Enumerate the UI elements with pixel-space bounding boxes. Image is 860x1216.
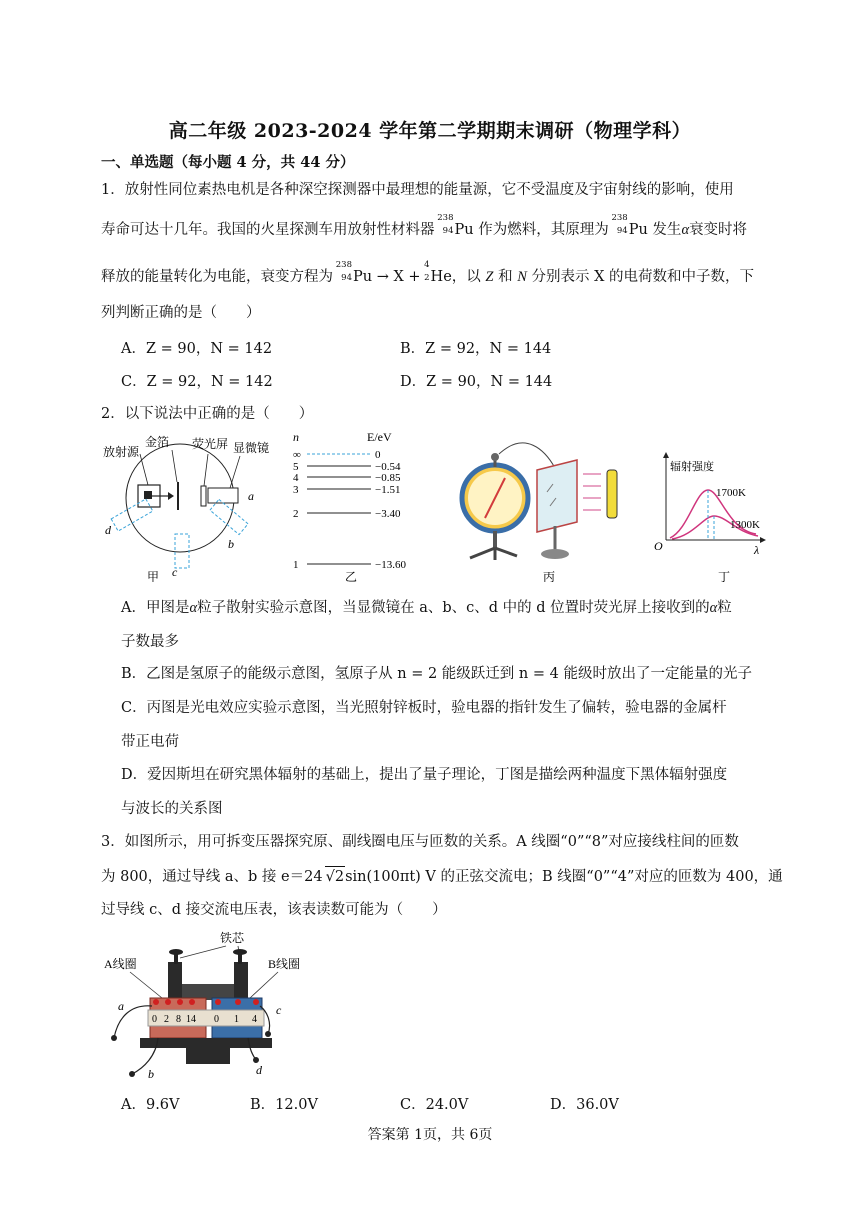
- figure-jia-scattering: [100, 430, 280, 582]
- q1-option-d[interactable]: D．Z = 90，N = 144: [400, 374, 553, 390]
- energy-level-value: −13.60: [375, 559, 406, 571]
- pu-isotope: 238 94: [611, 213, 628, 236]
- svg-text:乙: 乙: [345, 570, 358, 582]
- q3-line3: 过导线 c、d 接交流电压表，该表读数可能为（ ）: [101, 902, 447, 918]
- figure-transformer: [100, 928, 300, 1080]
- q2-option-a-line1[interactable]: A．甲图是α粒子散射实验示意图，当显微镜在 a、b、c、d 中的 d 位置时荧光屏上接收到的α粒: [121, 600, 732, 616]
- energy-level-n: 4: [293, 472, 299, 484]
- figure-bing-photoelectric: [455, 430, 635, 582]
- q2-option-d-line2: 与波长的关系图: [121, 801, 223, 817]
- q2-option-a-line2: 子数最多: [121, 634, 179, 650]
- energy-level-value: −0.85: [375, 472, 401, 484]
- svg-text:丁: 丁: [718, 570, 731, 582]
- figure-yi-energy-levels: [285, 430, 425, 582]
- svg-text:1: 1: [234, 1014, 239, 1025]
- svg-text:d: d: [105, 523, 111, 537]
- q1-line1: 1．放射性同位素热电机是各种深空探测器中最理想的能量源，它不受温度及宇宙射线的影响，使用: [101, 182, 734, 198]
- svg-text:n: n: [293, 430, 299, 444]
- svg-text:丙: 丙: [543, 570, 556, 582]
- fluorescent-screen: [201, 486, 206, 506]
- svg-text:辐射强度: 辐射强度: [670, 461, 714, 473]
- svg-text:E/eV: E/eV: [367, 430, 392, 444]
- svg-text:c: c: [172, 565, 178, 579]
- energy-level-n: 2: [293, 508, 299, 520]
- svg-text:荧光屏: 荧光屏: [192, 437, 229, 451]
- q3-option-c[interactable]: C．24.0V: [400, 1097, 469, 1113]
- svg-text:甲: 甲: [147, 570, 160, 582]
- q1-option-c[interactable]: C．Z = 92，N = 142: [121, 374, 273, 390]
- svg-text:O: O: [654, 539, 663, 553]
- q3-option-d[interactable]: D．36.0V: [550, 1097, 619, 1113]
- q3-line2: 为 800，通过导线 a、b 接 e＝24 √2sin(100πt) V 的正弦交流电；B 线圈“0”“4”对应的匝数为 400，通: [101, 866, 761, 887]
- q1-line2: 寿命可达十几年。我国的火星探测车用放射性材料器 238 94 Pu 作为燃料，其原理为 238 94 Pu 发生α衰变时将: [101, 213, 748, 238]
- q2-stem: 2．以下说法中正确的是（ ）: [101, 406, 314, 422]
- energy-level-n: ∞: [293, 449, 301, 461]
- svg-text:B线圈: B线圈: [268, 957, 300, 971]
- svg-text:A线圈: A线圈: [104, 957, 137, 971]
- svg-text:14: 14: [186, 1014, 196, 1025]
- svg-text:b: b: [228, 537, 234, 551]
- q2-option-b[interactable]: B．乙图是氢原子的能级示意图，氢原子从 n = 2 能级跃迁到 n = 4 能级时放出了一定能量的光子: [121, 666, 752, 682]
- section-heading: 一、单选题（每小题 4 分，共 44 分）: [101, 154, 355, 171]
- svg-text:1700K: 1700K: [716, 487, 746, 499]
- svg-text:a: a: [248, 489, 254, 503]
- svg-text:λ: λ: [754, 543, 760, 557]
- svg-text:放射源: 放射源: [103, 445, 140, 459]
- energy-level-value: 0: [375, 449, 381, 461]
- q1-line4: 列判断正确的是（ ）: [101, 305, 261, 321]
- q3-line1: 3．如图所示，用可拆变压器探究原、副线圈电压与匝数的关系。A 线圈“0”“8”对应接线柱间的匝数: [101, 834, 739, 850]
- svg-text:a: a: [118, 999, 124, 1013]
- energy-level-value: −1.51: [375, 484, 401, 496]
- q3-option-a[interactable]: A．9.6V: [121, 1097, 180, 1113]
- svg-text:c: c: [276, 1003, 282, 1017]
- energy-level-value: −3.40: [375, 508, 401, 520]
- pu-isotope: 238 94: [437, 213, 454, 236]
- figure-ding-blackbody: [648, 430, 768, 582]
- q1-option-b[interactable]: B．Z = 92，N = 144: [400, 341, 552, 357]
- page-title: 高二年级 2023-2024 学年第二学期期末调研（物理学科）: [168, 120, 692, 142]
- q3-option-b[interactable]: B．12.0V: [250, 1097, 318, 1113]
- q2-option-d-line1[interactable]: D．爱因斯坦在研究黑体辐射的基础上，提出了量子理论，丁图是描绘两种温度下黑体辐射强度: [121, 767, 728, 783]
- svg-text:2: 2: [164, 1014, 169, 1025]
- svg-text:4: 4: [252, 1014, 257, 1025]
- svg-text:b: b: [148, 1067, 154, 1080]
- q1-line3: 释放的能量转化为电能，衰变方程为 238 94 Pu → X + 4 2 He，以 Z 和 N 分别表示 X 的电荷数和中子数，下: [101, 260, 755, 285]
- svg-text:0: 0: [214, 1014, 219, 1025]
- svg-text:显微镜: 显微镜: [233, 441, 270, 455]
- energy-level-n: 1: [293, 559, 299, 571]
- energy-level-n: 5: [293, 461, 299, 473]
- energy-level-value: −0.54: [375, 461, 401, 473]
- svg-text:1300K: 1300K: [730, 519, 760, 531]
- svg-text:8: 8: [176, 1014, 181, 1025]
- he-isotope: 4 2: [424, 260, 430, 283]
- pu-isotope: 238 94: [335, 260, 352, 283]
- q2-option-c-line2: 带正电荷: [121, 734, 179, 750]
- sqrt-two: √2: [325, 866, 345, 887]
- svg-text:铁芯: 铁芯: [220, 931, 245, 945]
- q2-option-c-line1[interactable]: C．丙图是光电效应实验示意图，当光照射锌板时，验电器的指针发生了偏转，验电器的金属杆: [121, 700, 727, 716]
- energy-level-n: 3: [293, 484, 299, 496]
- svg-text:金箔: 金箔: [145, 435, 170, 449]
- q1-option-a[interactable]: A．Z = 90，N = 142: [121, 341, 273, 357]
- svg-text:d: d: [256, 1063, 262, 1077]
- microscope: [208, 488, 238, 503]
- svg-text:0: 0: [152, 1014, 157, 1025]
- page-footer: 答案第 1页，共 6页: [367, 1127, 493, 1143]
